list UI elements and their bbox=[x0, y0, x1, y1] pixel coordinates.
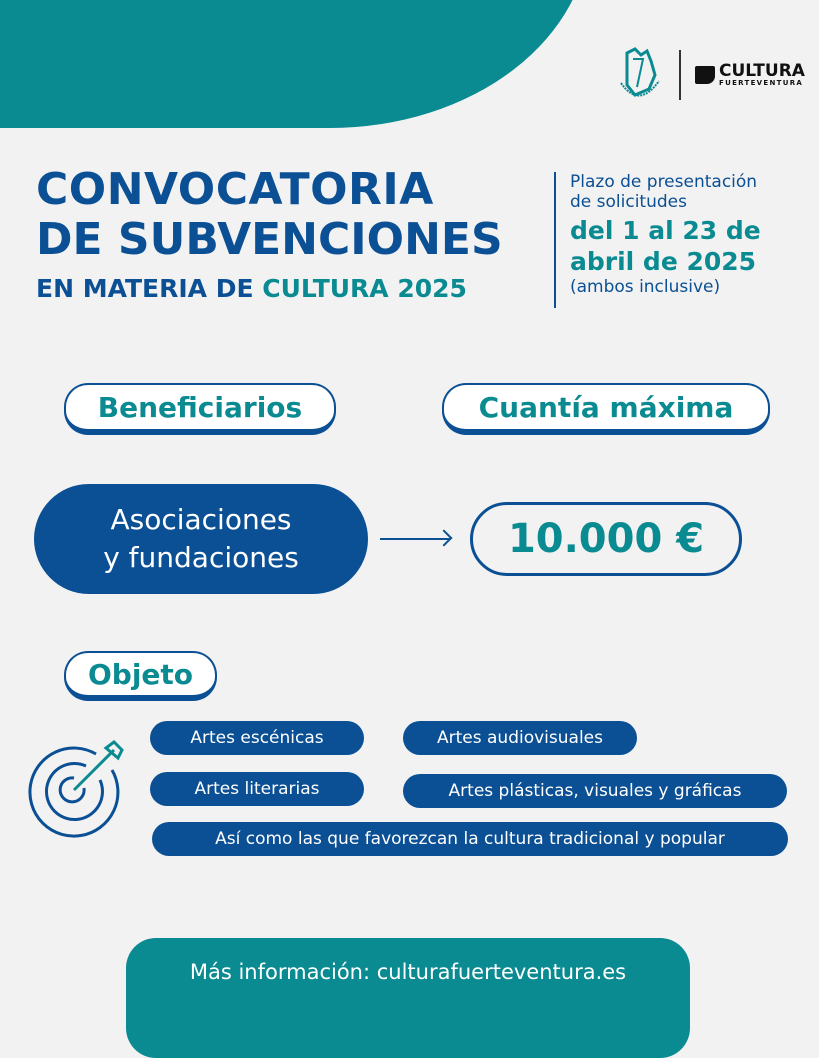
cabildo-logo bbox=[615, 45, 665, 105]
footer-info bbox=[126, 938, 690, 1058]
footer-link[interactable]: Más información: culturafuerteventura.es bbox=[189, 960, 627, 984]
objeto-heading: Objeto bbox=[64, 651, 217, 701]
beneficiarios-value bbox=[34, 484, 368, 594]
cuantia-heading: Cuantía máxima bbox=[442, 383, 770, 435]
title-line-2: DE SUBVENCIONES bbox=[36, 214, 503, 265]
tag-artes-literarias: Artes literarias bbox=[150, 772, 364, 806]
deadline-label-2: de solicitudes bbox=[570, 192, 687, 213]
logos bbox=[615, 45, 805, 105]
cultura-logo-sub: FUERTEVENTURA bbox=[719, 79, 804, 87]
header-shape bbox=[0, 0, 590, 128]
cultura-mark-icon bbox=[695, 66, 715, 84]
page-title bbox=[36, 164, 503, 303]
arrow-right-icon bbox=[380, 538, 450, 540]
deadline-block bbox=[554, 172, 761, 308]
deadline-dates-2: abril de 2025 bbox=[570, 247, 757, 277]
deadline-note: (ambos inclusive) bbox=[570, 277, 721, 298]
logo-separator bbox=[679, 50, 681, 100]
title-prefix: EN MATERIA DE bbox=[36, 274, 263, 303]
tag-artes-escenicas: Artes escénicas bbox=[150, 721, 364, 755]
amount-value: 10.000 € bbox=[470, 502, 742, 576]
tag-artes-plasticas: Artes plásticas, visuales y gráficas bbox=[403, 774, 787, 808]
cultura-logo bbox=[695, 63, 805, 87]
tag-cultura-tradicional: Así como las que favorezcan la cultura tradicional y popular bbox=[152, 822, 788, 856]
cultura-logo-main: CULTURA bbox=[719, 61, 805, 81]
title-line-3 bbox=[36, 276, 503, 301]
beneficiarios-line-2: y fundaciones bbox=[103, 541, 299, 574]
target-icon bbox=[26, 740, 126, 840]
deadline-label-1: Plazo de presentación bbox=[570, 172, 758, 192]
tag-artes-audiovisuales: Artes audiovisuales bbox=[403, 721, 637, 755]
beneficiarios-heading: Beneficiarios bbox=[64, 383, 336, 435]
deadline-dates-1: del 1 al 23 de bbox=[570, 215, 761, 245]
beneficiarios-line-1: Asociaciones bbox=[110, 503, 292, 537]
title-line-1: CONVOCATORIA bbox=[36, 164, 434, 215]
title-highlight: CULTURA 2025 bbox=[262, 274, 467, 303]
